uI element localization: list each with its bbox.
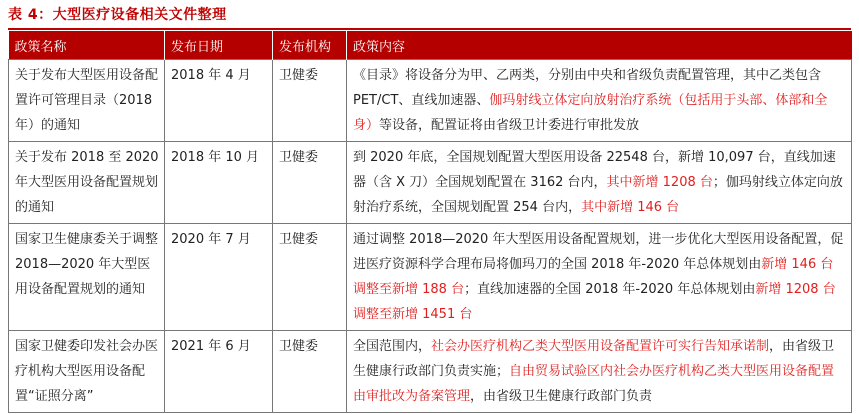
policy-name-cell: 国家卫生健康委关于调整 2018—2020 年大型医用设备配置规划的通知 <box>9 224 165 331</box>
content-text: 全国范围内， <box>353 339 432 354</box>
table-title: 表 4：大型医疗设备相关文件整理 <box>8 7 227 23</box>
policy-content-cell <box>347 60 852 142</box>
content-highlight: 伽玛射线立体定向放射治疗系统（包括用于头部、体部和全身） <box>353 93 828 133</box>
table-row <box>9 331 852 413</box>
content-highlight: 自由贸易试验区内社会办医疗机构乙类大型医用设备配置由审批改为备案管理 <box>353 364 835 404</box>
content-highlight: 其中新增 1208 台 <box>606 175 713 190</box>
policy-content-cell <box>347 224 852 331</box>
policy-content-cell <box>347 331 852 413</box>
content-text: 《目录》将设备分为甲、乙两类，分别由中央和省级负责配置管理，其中乙类包含 PET/CT、直线加速器、 <box>353 68 822 108</box>
content-highlight: 新增 146 台调整至新增 188 台 <box>353 257 834 297</box>
content-text: ；伽玛射线立体定向放射治疗系统，全国规划配置 254 台内， <box>353 175 843 215</box>
content-highlight: 其中新增 146 台 <box>581 200 680 215</box>
header-issuing-agency: 发布机构 <box>273 31 347 60</box>
issuing-agency-cell: 卫健委 <box>273 331 347 413</box>
policy-name-cell: 国家卫健委印发社会办医疗机构大型医用设备配置“证照分离” <box>9 331 165 413</box>
header-policy-content: 政策内容 <box>347 31 852 60</box>
content-text: ；直线加速器的全国 2018 年-2020 年总体规划由 <box>464 282 756 297</box>
table-row <box>9 60 852 142</box>
release-date-cell: 2021 年 6 月 <box>165 331 273 413</box>
release-date-cell: 2018 年 10 月 <box>165 142 273 224</box>
policy-table <box>8 31 852 413</box>
issuing-agency-cell: 卫健委 <box>273 224 347 331</box>
release-date-cell: 2018 年 4 月 <box>165 60 273 142</box>
content-text: 通过调整 2018—2020 年大型医用设备配置规划，进一步优化大型医用设备配置，促进医疗资源科学合理布局将伽玛刀的全国 2018 年-2020 年总体规划由 <box>353 232 844 272</box>
title-divider <box>8 28 851 30</box>
table-header-row <box>9 31 852 60</box>
header-policy-name: 政策名称 <box>9 31 165 60</box>
policy-name-cell: 关于发布 2018 至 2020 年大型医用设备配置规划的通知 <box>9 142 165 224</box>
policy-name-cell: 关于发布大型医用设备配置许可管理目录（2018 年）的通知 <box>9 60 165 142</box>
header-release-date: 发布日期 <box>165 31 273 60</box>
content-text: ，由省级卫生健康行政部门负责 <box>470 389 653 404</box>
release-date-cell: 2020 年 7 月 <box>165 224 273 331</box>
content-highlight: 社会办医疗机构乙类大型医用设备配置许可实行告知承诺制 <box>431 339 770 354</box>
content-text: ，由省级卫生健康行政部门负责实施； <box>353 339 835 379</box>
table-row <box>9 224 852 331</box>
content-text: 等设备，配置证将由省级卫计委进行审批发放 <box>379 118 640 133</box>
issuing-agency-cell: 卫健委 <box>273 60 347 142</box>
policy-content-cell <box>347 142 852 224</box>
table-row <box>9 142 852 224</box>
content-text: 到 2020 年底，全国规划配置大型医用设备 22548 台，新增 10,097 台，直线加速器（含 X 刀）全国规划配置在 3162 台内， <box>353 150 836 190</box>
content-highlight: 新增 1208 台调整至新增 1451 台 <box>353 282 836 322</box>
issuing-agency-cell: 卫健委 <box>273 142 347 224</box>
